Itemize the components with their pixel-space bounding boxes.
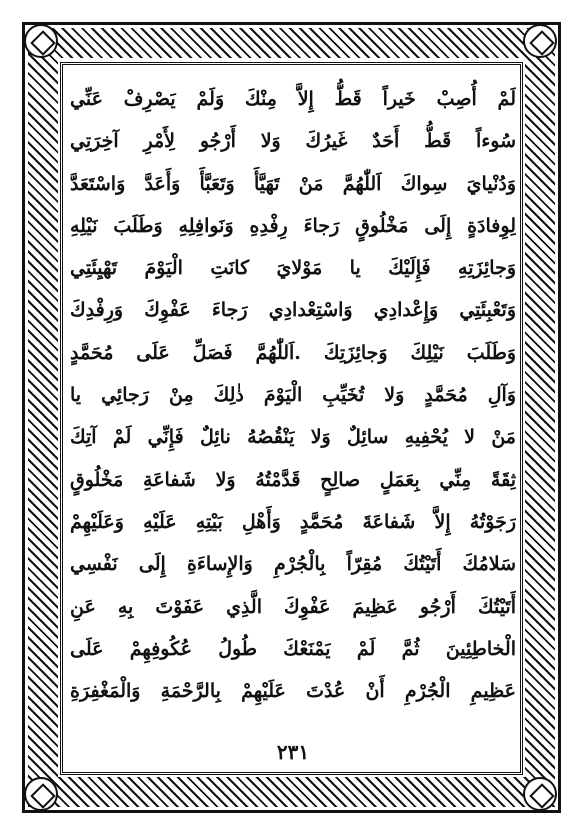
text-line: سُوءاً قَطُّ أَحَدٌ غَيرُكَ وَلا أَرْجُو لِأَمْرِ آخِرَتِي — [70, 130, 516, 153]
text-line: وَدُنْيايَ سِواكَ اَللّٰهُمَّ مَنْ تَهَيَّأَ وَتَعَبَّأَ وَأَعَدَّ وَاسْتَعَدَّ — [70, 172, 516, 195]
text-line: أَتَيْتُكَ أَرْجُو عَظِيمَ عَفْوِكَ الَّذِي عَفَوْتَ بِهِ عَنِ — [70, 595, 516, 618]
corner-ornament-top-right — [523, 24, 557, 58]
text-line: لَمْ أُصِبْ خَيراً قَطُّ إِلاَّ مِنْكَ وَلَمْ يَصْرِفْ عَنِّي — [70, 88, 516, 110]
text-line: رَجَوْتُهُ إِلاَّ شَفاعَةَ مُحَمَّدٍ وَأَهْلِ بَيْتِهِ عَلَيْهِ وَعَلَيْهِمْ — [70, 510, 516, 533]
text-line: عَظِيمِ الْجُرْمِ أَنْ عُدْتَ عَلَيْهِمْ بِالرَّحْمَةِ وَالْمَغْفِرَةِ — [70, 680, 516, 703]
page-number: ٢٣١ — [276, 740, 310, 764]
text-line: وَآلِ مُحَمَّدٍ وَلا تُخَيِّبِ الْيَوْمَ ذٰلِكَ مِنْ رَجائِي يا — [70, 384, 516, 407]
text-line: وَجائِزَتِهِ فَإِلَيْكَ يا مَوْلايَ كانَتِ الْيَوْمَ تَهْيِئَتِي — [70, 257, 516, 280]
prayer-text — [70, 78, 516, 738]
text-line: ثِقَةً مِنِّي بِعَمَلٍ صالِحٍ قَدَّمْتُهُ وَلا شَفاعَةِ مَخْلُوقٍ — [70, 468, 516, 491]
text-line: وَتَعْبِئَتِي وَإِعْدادِي وَاسْتِعْدادِي رَجاءَ عَفْوِكَ وَرِفْدِكَ — [70, 299, 516, 322]
text-line: وَطَلَبَ نَيْلِكَ وَجائِزَتِكَ .اَللّٰهُمَّ فَصَلِّ عَلَى مُحَمَّدٍ — [70, 341, 516, 364]
text-line: سَلامُكَ أَتَيْتُكَ مُقِرّاً بِالْجُرْمِ وَالإِساءَةِ إِلَى نَفْسِي — [70, 553, 516, 576]
text-line: الْخاطِئِينَ ثُمَّ لَمْ يَمْنَعْكَ طُولُ عُكُوفِهِمْ عَلَى — [70, 637, 516, 660]
text-line: لِوِفادَةٍ إِلَى مَخْلُوقٍ رَجاءَ رِفْدِهِ وَنَوافِلِهِ وَطَلَبَ نَيْلِهِ — [70, 214, 516, 237]
corner-ornament-bottom-left — [24, 777, 58, 811]
corner-ornament-bottom-right — [523, 777, 557, 811]
text-line: مَنْ لا يُحْفِيهِ سائِلٌ وَلا يَنْقُصُهُ نائِلٌ فَإِنِّي لَمْ آتِكَ — [70, 426, 516, 449]
corner-ornament-top-left — [24, 24, 58, 58]
